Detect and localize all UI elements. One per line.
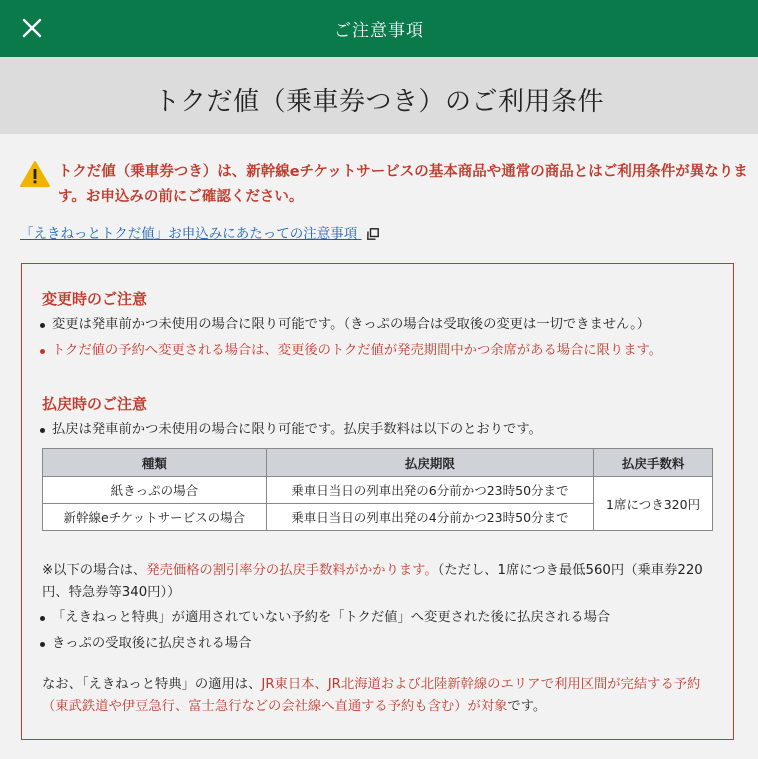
dialog-title: ご注意事項 bbox=[334, 21, 424, 41]
notice-link-text: 「えきねっとトクだ値」お申込みにあたっての注意事項 bbox=[20, 226, 358, 242]
extra-item-2: きっぷの受取後に払戻される場合 bbox=[52, 634, 251, 654]
row-deadline: 乗車日当日の列車出発の6分前かつ23時50分まで bbox=[266, 477, 593, 504]
table-header-fee: 払戻手数料 bbox=[594, 449, 713, 477]
change-item-1: 変更は発車前かつ未使用の場合に限り可能です。（きっぷの場合は受取後の変更は一切できません。） bbox=[52, 315, 650, 335]
final-note-highlight: JR東日本、JR北海道および北陸新幹線のエリアで利用区間が完結する予約（東武鉄道や伊豆急行、富士急行などの会社線へ直通する予約も含む）が対象 bbox=[42, 677, 701, 714]
row-type: 新幹線eチケットサービスの場合 bbox=[43, 504, 267, 531]
top-bar bbox=[0, 0, 758, 57]
refund-item: 払戻は発車前かつ未使用の場合に限り可能です。払戻手数料は以下のとおりです。 bbox=[52, 420, 542, 440]
alert-text: トクだ値（乗車券つき）は、新幹線eチケットサービスの基本商品や通常の商品とはご利用条件が異なります。お申込みの前にご確認ください。 bbox=[58, 164, 748, 205]
conditions-box bbox=[21, 263, 734, 740]
page-title: トクだ値（乗車券つき）のご利用条件 bbox=[154, 87, 604, 117]
change-heading: 変更時のご注意 bbox=[42, 290, 148, 308]
notice-link[interactable] bbox=[20, 222, 379, 242]
change-item-2: トクだ値の予約へ変更される場合は、変更後のトクだ値が発売期間中かつ余席がある場合に限ります。 bbox=[52, 341, 662, 361]
fee-cell: 1席につき320円 bbox=[594, 477, 713, 531]
extra-fee-note: ※以下の場合は、発売価格の割引率分の払戻手数料がかかります。（ただし、1席につき最低560円（乗車券220円、特急券等340円）） bbox=[42, 563, 703, 600]
row-type: 紙きっぷの場合 bbox=[43, 477, 267, 504]
extra-fee-highlight: 発売価格の割引率分の払戻手数料がかかります。 bbox=[146, 563, 438, 578]
row-deadline: 乗車日当日の列車出発の4分前かつ23時50分まで bbox=[266, 504, 593, 531]
refund-heading: 払戻時のご注意 bbox=[42, 395, 148, 413]
subheader bbox=[0, 57, 758, 134]
refund-fee-table bbox=[42, 448, 713, 531]
final-note: なお、「えきねっと特典」の適用は、JR東日本、JR北海道および北陸新幹線のエリアで利用区間が完結する予約（東武鉄道や伊豆急行、富士急行などの会社線へ直通する予約も含む）が対象です。 bbox=[42, 677, 701, 714]
table-row bbox=[43, 477, 713, 504]
extra-item-1: 「えきねっと特典」が適用されていない予約を「トクだ値」へ変更された後に払戻される場合 bbox=[52, 608, 610, 628]
external-link-icon bbox=[367, 228, 379, 240]
table-header-type: 種類 bbox=[43, 449, 267, 477]
warning-icon bbox=[20, 160, 50, 188]
table-header-deadline: 払戻期限 bbox=[266, 449, 593, 477]
